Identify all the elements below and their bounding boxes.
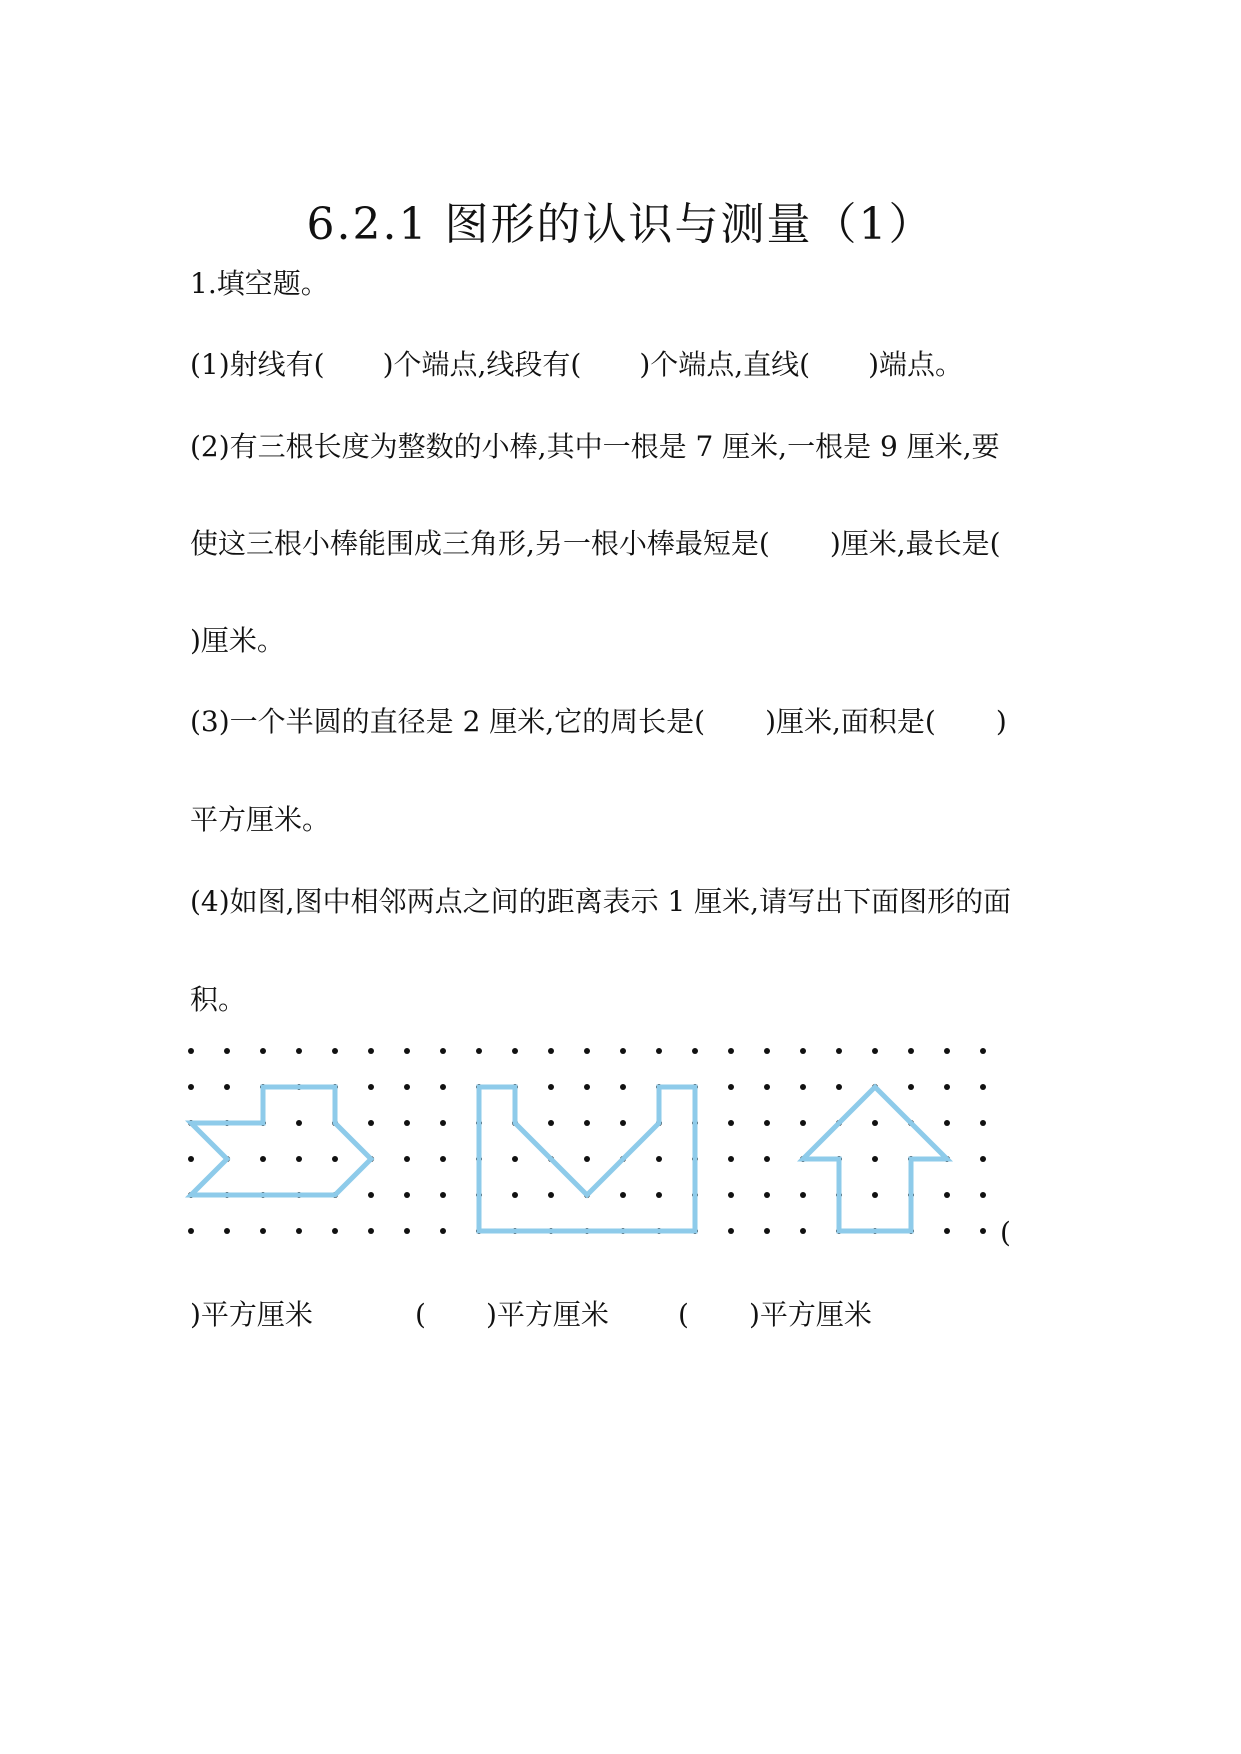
grid-dot: [800, 1048, 806, 1054]
grid-dot: [368, 1084, 374, 1090]
grid-dot: [296, 1156, 302, 1162]
grid-dot: [368, 1228, 374, 1234]
page-title: 6.2.1 图形的认识与测量（1）: [306, 199, 935, 250]
grid-dot: [836, 1084, 842, 1090]
q2-part-a: 使这三根小棒能围成三角形,另一根小棒最短是(: [190, 527, 770, 560]
grid-dot: [656, 1156, 662, 1162]
grid-dot: [620, 1048, 626, 1054]
grid-dot: [512, 1156, 518, 1162]
grid-dot: [260, 1228, 266, 1234]
grid-dot: [584, 1048, 590, 1054]
question-1: [190, 343, 963, 383]
grid-dot: [872, 1120, 878, 1126]
grid-dot: [188, 1228, 194, 1234]
grid-dot: [620, 1192, 626, 1198]
question-4-line-2: 积。: [190, 983, 247, 1016]
grid-dot: [440, 1156, 446, 1162]
grid-dot: [692, 1048, 698, 1054]
grid-dot: [548, 1120, 554, 1126]
grid-dot: [980, 1192, 986, 1198]
grid-dot: [404, 1156, 410, 1162]
grid-dot: [836, 1048, 842, 1054]
shape-1-pennant: [191, 1087, 371, 1195]
answer-2-open: (: [415, 1298, 426, 1331]
grid-dot: [764, 1120, 770, 1126]
grid-dot: [404, 1084, 410, 1090]
grid-dot: [296, 1228, 302, 1234]
grid-dot: [224, 1084, 230, 1090]
grid-dot: [584, 1156, 590, 1162]
trailing-open-paren: (: [1000, 1216, 1011, 1249]
grid-dot: [368, 1120, 374, 1126]
grid-dot: [728, 1048, 734, 1054]
grid-dot: [872, 1048, 878, 1054]
grid-dot: [404, 1228, 410, 1234]
grid-dot: [440, 1228, 446, 1234]
grid-dot: [728, 1156, 734, 1162]
answer-2: [415, 1293, 609, 1333]
grid-dot: [332, 1048, 338, 1054]
grid-dot: [332, 1228, 338, 1234]
question-2-line-2: [190, 522, 1001, 562]
grid-dot: [188, 1084, 194, 1090]
q1-part-1: (1)射线有(: [190, 348, 325, 381]
grid-dot: [224, 1048, 230, 1054]
question-3-line-2: 平方厘米。: [190, 803, 331, 836]
grid-dot: [944, 1084, 950, 1090]
grid-dot: [728, 1120, 734, 1126]
question-2-line-1: (2)有三根长度为整数的小棒,其中一根是 7 厘米,一根是 9 厘米,要: [190, 430, 1000, 463]
answer-3-close: )平方厘米: [748, 1298, 872, 1331]
grid-dot: [800, 1192, 806, 1198]
grid-dot: [908, 1048, 914, 1054]
answer-3-open: (: [678, 1298, 689, 1331]
grid-dot: [548, 1048, 554, 1054]
grid-dot: [548, 1084, 554, 1090]
grid-dot: [440, 1192, 446, 1198]
grid-dot: [728, 1084, 734, 1090]
grid-dot: [800, 1120, 806, 1126]
q1-part-4: )端点。: [868, 348, 964, 381]
grid-dot: [368, 1192, 374, 1198]
grid-dot: [764, 1228, 770, 1234]
grid-dot: [188, 1156, 194, 1162]
grid-dot: [764, 1048, 770, 1054]
grid-dot: [332, 1156, 338, 1162]
grid-dot: [404, 1048, 410, 1054]
q1-part-3: )个端点,直线(: [639, 348, 811, 381]
grid-dot: [980, 1048, 986, 1054]
grid-dot: [476, 1048, 482, 1054]
grid-dot: [548, 1192, 554, 1198]
grid-dot: [764, 1192, 770, 1198]
grid-dot: [440, 1048, 446, 1054]
grid-dot: [512, 1048, 518, 1054]
question-2-line-3: )厘米。: [190, 624, 285, 657]
q3-part-b: )厘米,面积是(: [765, 705, 936, 738]
question-3-line-1: [190, 700, 1007, 740]
grid-dot: [656, 1048, 662, 1054]
answer-3: [678, 1293, 872, 1333]
q3-part-a: (3)一个半圆的直径是 2 厘米,它的周长是(: [190, 705, 706, 738]
grid-dot: [980, 1084, 986, 1090]
grid-dot: [260, 1048, 266, 1054]
grid-dot: [764, 1084, 770, 1090]
answer-2-close: )平方厘米: [485, 1298, 609, 1331]
grid-dot: [440, 1120, 446, 1126]
dot-grid: [188, 1048, 986, 1234]
grid-dot: [620, 1084, 626, 1090]
grid-dot: [260, 1156, 266, 1162]
grid-dot: [728, 1228, 734, 1234]
grid-dot: [584, 1120, 590, 1126]
grid-dot: [512, 1192, 518, 1198]
grid-dot: [368, 1048, 374, 1054]
grid-dot: [620, 1120, 626, 1126]
grid-dot: [404, 1120, 410, 1126]
q3-part-c: ): [995, 705, 1007, 738]
grid-dot: [728, 1192, 734, 1198]
q1-part-2: )个端点,线段有(: [382, 348, 582, 381]
grid-dot: [980, 1120, 986, 1126]
dot-grid-figure: [170, 1030, 1050, 1250]
grid-dot: [800, 1228, 806, 1234]
question-4-line-1: (4)如图,图中相邻两点之间的距离表示 1 厘米,请写出下面图形的面: [190, 885, 1012, 918]
grid-dot: [764, 1156, 770, 1162]
grid-dot: [944, 1048, 950, 1054]
grid-dot: [944, 1120, 950, 1126]
grid-dot: [944, 1192, 950, 1198]
grid-dot: [908, 1084, 914, 1090]
grid-dot: [656, 1192, 662, 1198]
grid-dot: [296, 1048, 302, 1054]
grid-dot: [944, 1228, 950, 1234]
grid-dot: [584, 1084, 590, 1090]
grid-dot: [296, 1120, 302, 1126]
grid-dot: [980, 1228, 986, 1234]
q2-part-b: )厘米,最长是(: [829, 527, 1001, 560]
grid-dot: [872, 1192, 878, 1198]
grid-dot: [980, 1156, 986, 1162]
grid-dot: [404, 1192, 410, 1198]
grid-dot: [800, 1084, 806, 1090]
grid-dot: [224, 1228, 230, 1234]
grid-dot: [188, 1048, 194, 1054]
answer-1: )平方厘米: [190, 1298, 313, 1331]
section-heading: 1.填空题。: [190, 267, 329, 300]
grid-dot: [440, 1084, 446, 1090]
grid-dot: [872, 1156, 878, 1162]
